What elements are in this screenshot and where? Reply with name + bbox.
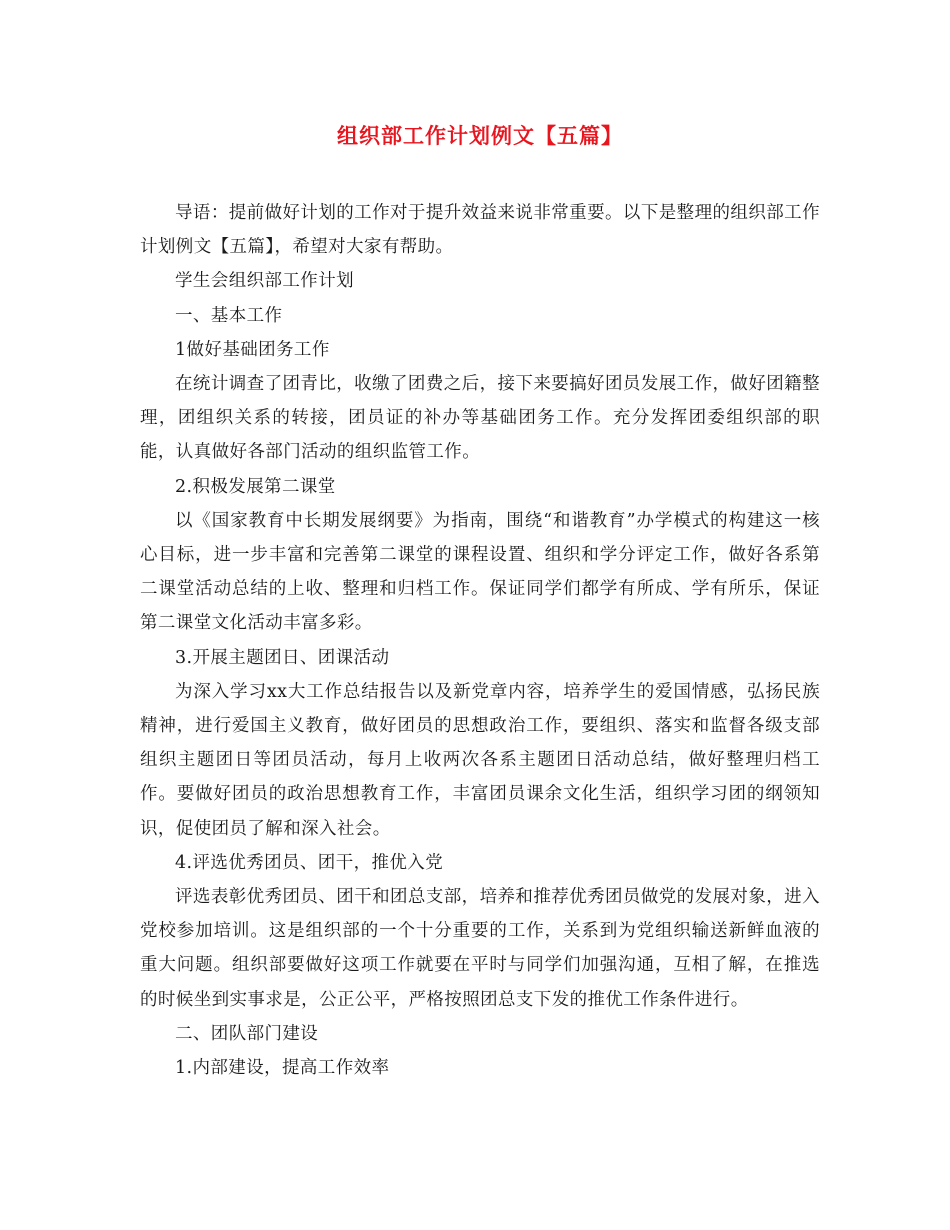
- paragraph-heading: 一、基本工作: [175, 305, 283, 326]
- paragraph-heading: 学生会组织部工作计划: [175, 271, 354, 292]
- paragraph: 为深入学习xx大工作总结报告以及新党章内容，培养学生的爱国情感，弘扬民族精神，进行爱国主义教育，做好团员的思想政治工作，要组织、落实和监督各级支部组织主题团日等团员活动，每月上收两次各系主题团日活动总结，做好整理归档工作。要做好团员的政治思想教育工作，丰富团员课余文化生活，组织学习团的纲领知识，促使团员了解和深入社会。: [140, 681, 820, 839]
- paragraph-heading: 4.评选优秀团员、团干，推优入党: [175, 852, 444, 873]
- paragraph-heading: 1.内部建设，提高工作效率: [175, 1058, 390, 1079]
- paragraph-heading: 2.积极发展第二课堂: [175, 476, 336, 497]
- document-body: [140, 196, 820, 1085]
- paragraph: 评选表彰优秀团员、团干和团总支部，培养和推荐优秀团员做党的发展对象，进入党校参加培训。这是组织部的一个十分重要的工作，关系到为党组织输送新鲜血液的重大问题。组织部要做好这项工作就要在平时与同学们加强沟通，互相了解，在推选的时候坐到实事求是，公正公平，严格按照团总支下发的推优工作条件进行。: [140, 887, 820, 1010]
- paragraph-heading: 二、团队部门建设: [175, 1023, 319, 1044]
- paragraph-heading: 3.开展主题团日、团课活动: [175, 647, 390, 668]
- paragraph-heading: 1做好基础团务工作: [175, 339, 330, 360]
- paragraph: 在统计调查了团青比，收缴了团费之后，接下来要搞好团员发展工作，做好团籍整理，团组织关系的转接，团员证的补办等基础团务工作。充分发挥团委组织部的职能，认真做好各部门活动的组织监管工作。: [140, 374, 820, 463]
- paragraph: 以《国家教育中长期发展纲要》为指南，围绕“和谐教育”办学模式的构建这一核心目标，进一步丰富和完善第二课堂的课程设置、组织和学分评定工作，做好各系第二课堂活动总结的上收、整理和归档工作。保证同学们都学有所成、学有所乐，保证第二课堂文化活动丰富多彩。: [140, 510, 820, 634]
- paragraph-intro: 导语：提前做好计划的工作对于提升效益来说非常重要。以下是整理的组织部工作计划例文【五篇】，希望对大家有帮助。: [140, 203, 820, 258]
- document-title: 组织部工作计划例文【五篇】: [337, 123, 623, 148]
